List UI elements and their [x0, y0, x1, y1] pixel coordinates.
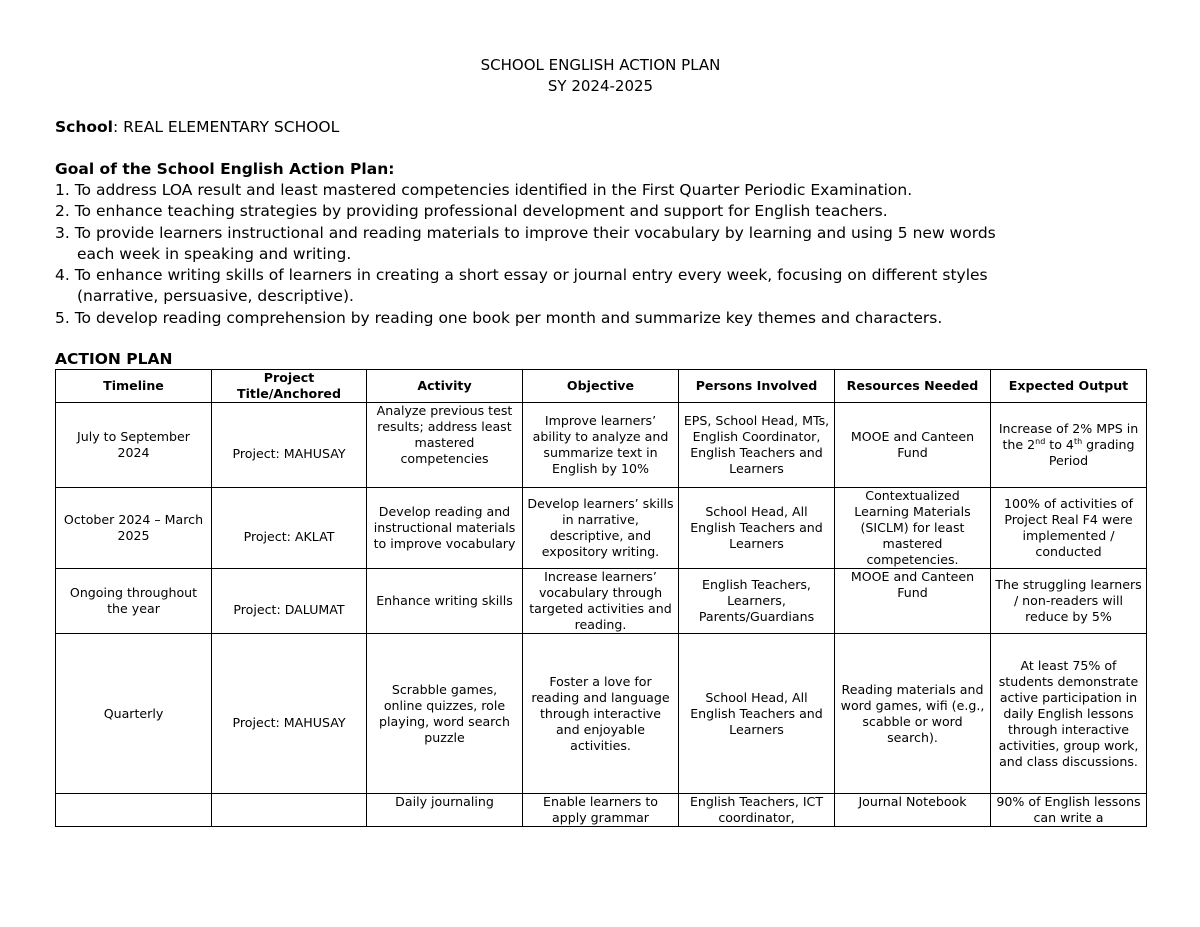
cell-persons: English Teachers, Learners, Parents/Guardians	[679, 569, 835, 634]
goal-item: 5. To develop reading comprehension by reading one book per month and summarize key themes and characters.	[55, 308, 943, 327]
goal-item: 1. To address LOA result and least mastered competencies identified in the First Quarter Periodic Examination.	[55, 181, 913, 199]
output-text: Increase of 2% MPS in the 2	[998, 421, 1139, 453]
cell-resources: MOOE and Canteen Fund	[835, 403, 991, 488]
goal-heading: Goal of the School English Action Plan:	[55, 160, 395, 178]
output-text: to 4	[1045, 437, 1074, 453]
column-header-resources: Resources Needed	[835, 370, 991, 403]
cell-objective: Foster a love for reading and language through interactive and enjoyable activities.	[523, 634, 679, 794]
cell-persons: EPS, School Head, MTs, English Coordinator, English Teachers and Learners	[679, 403, 835, 488]
table-row	[56, 794, 1147, 827]
cell-project	[212, 794, 367, 827]
goal-item-continuation: each week in speaking and writing.	[77, 244, 352, 263]
cell-timeline: Quarterly	[56, 634, 212, 794]
document-page	[55, 55, 1146, 827]
column-header-activity: Activity	[367, 370, 523, 403]
school-line	[55, 117, 1146, 138]
cell-objective: Enable learners to apply grammar	[523, 794, 679, 827]
column-header-timeline: Timeline	[56, 370, 212, 403]
document-title: SCHOOL ENGLISH ACTION PLAN	[480, 56, 721, 74]
cell-activity: Analyze previous test results; address least mastered competencies	[367, 403, 523, 488]
goal-list	[55, 180, 1146, 329]
cell-output: At least 75% of students demonstrate active participation in daily English lessons through interactive activities, group work, and class discussions.	[991, 634, 1147, 794]
cell-persons: School Head, All English Teachers and Learners	[679, 488, 835, 569]
cell-project: Project: DALUMAT	[212, 569, 367, 634]
cell-activity: Scrabble games, online quizzes, role playing, word search puzzle	[367, 634, 523, 794]
cell-output: 90% of English lessons can write a	[991, 794, 1147, 827]
cell-persons: English Teachers, ICT coordinator,	[679, 794, 835, 827]
table-row	[56, 569, 1147, 634]
column-header-objective: Objective	[523, 370, 679, 403]
goal-item: 3. To provide learners instructional and reading materials to improve their vocabulary by learning and using 5 new words	[55, 223, 996, 242]
cell-output: The struggling learners / non-readers will reduce by 5%	[991, 569, 1147, 634]
action-plan-table	[55, 369, 1147, 827]
ordinal-suffix: nd	[1035, 436, 1046, 446]
table-header-row	[56, 370, 1147, 403]
cell-timeline: October 2024 – March 2025	[56, 488, 212, 569]
table-row	[56, 488, 1147, 569]
cell-activity: Develop reading and instructional materials to improve vocabulary	[367, 488, 523, 569]
cell-resources: Journal Notebook	[835, 794, 991, 827]
goal-item-continuation: (narrative, persuasive, descriptive).	[77, 287, 354, 306]
cell-objective: Increase learners’ vocabulary through targeted activities and reading.	[523, 569, 679, 634]
action-plan-heading: ACTION PLAN	[55, 350, 173, 369]
ordinal-suffix: th	[1073, 436, 1083, 446]
cell-objective: Improve learners’ ability to analyze and summarize text in English by 10%	[523, 403, 679, 488]
cell-project: Project: MAHUSAY	[212, 403, 367, 488]
table-row	[56, 403, 1147, 488]
cell-resources: MOOE and Canteen Fund	[835, 569, 991, 634]
cell-project: Project: AKLAT	[212, 488, 367, 569]
cell-project: Project: MAHUSAY	[212, 634, 367, 794]
cell-timeline: July to September 2024	[56, 403, 212, 488]
school-label: School	[55, 118, 113, 136]
school-year: SY 2024-2025	[547, 77, 654, 95]
cell-resources: Contextualized Learning Materials (SICLM) for least mastered competencies.	[835, 488, 991, 569]
column-header-output: Expected Output	[991, 370, 1147, 403]
cell-activity: Daily journaling	[367, 794, 523, 827]
cell-timeline	[56, 794, 212, 827]
cell-activity: Enhance writing skills	[367, 569, 523, 634]
cell-output	[991, 403, 1147, 488]
goal-item: 4. To enhance writing skills of learners in creating a short essay or journal entry every week, focusing on different styles	[55, 266, 988, 285]
school-name: : REAL ELEMENTARY SCHOOL	[113, 118, 340, 136]
column-header-persons: Persons Involved	[679, 370, 835, 403]
cell-output: 100% of activities of Project Real F4 were implemented / conducted	[991, 488, 1147, 569]
table-row	[56, 634, 1147, 794]
goal-item: 2. To enhance teaching strategies by providing professional development and support for English teachers.	[55, 202, 888, 221]
cell-resources: Reading materials and word games, wifi (e.g., scabble or word search).	[835, 634, 991, 794]
cell-timeline: Ongoing throughout the year	[56, 569, 212, 634]
column-header-project: Project Title/Anchored	[212, 370, 367, 403]
output-text: grading Period	[1048, 437, 1135, 469]
cell-objective: Develop learners’ skills in narrative, descriptive, and expository writing.	[523, 488, 679, 569]
cell-persons: School Head, All English Teachers and Learners	[679, 634, 835, 794]
